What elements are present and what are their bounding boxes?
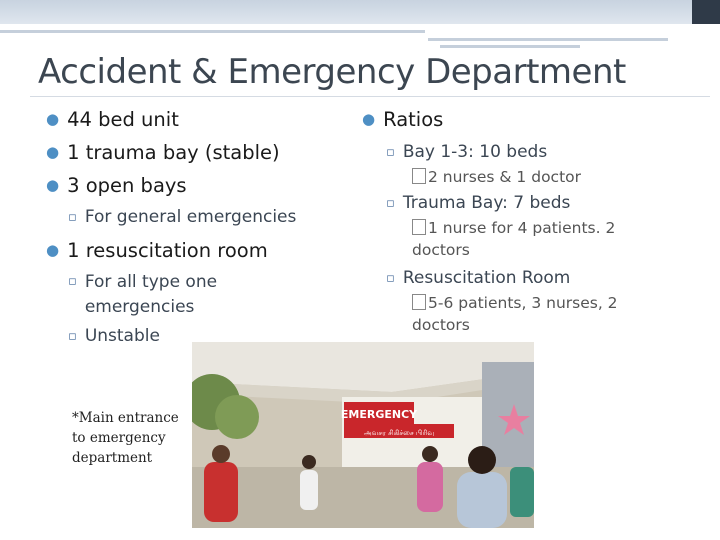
emergency-sign-text: EMERGENCY — [340, 408, 418, 421]
ratio-item: ▫ Trauma Bay: 7 beds — [386, 193, 571, 213]
sub-bullet-item: ▫ Unstable — [68, 326, 160, 346]
missing-glyph-icon — [412, 219, 426, 235]
top-banner — [0, 0, 720, 24]
ratio-detail: 2 nurses & 1 doctor — [362, 166, 662, 188]
bullet-item: ● 3 open bays — [46, 174, 187, 197]
decor-stripe — [428, 38, 668, 41]
sub-bullet-item: ▫ For all type one emergencies — [46, 270, 366, 320]
left-bullets — [46, 104, 366, 350]
ratio-item: ▫ Bay 1-3: 10 beds — [386, 142, 548, 162]
slide-title: Accident & Emergency Department — [38, 52, 626, 92]
bullet-item: ● 1 resuscitation room — [46, 239, 268, 262]
square-bullet-icon: ▫ — [68, 274, 77, 289]
square-bullet-icon: ▫ — [68, 210, 77, 225]
entrance-photo — [192, 342, 534, 528]
ratio-detail: 1 nurse for 4 patients. 2 doctors — [412, 219, 616, 259]
bullet-item: ● 44 bed unit — [46, 108, 179, 131]
square-bullet-icon: ▫ — [68, 329, 77, 344]
ratio-item: ▫ Resuscitation Room — [386, 268, 571, 288]
missing-glyph-icon — [412, 294, 426, 310]
photo-caption: *Main entrance to emergency department — [72, 410, 179, 466]
bullet-dot-icon: ● — [362, 110, 376, 128]
bullet-dot-icon: ● — [46, 176, 60, 194]
bullet-dot-icon: ● — [46, 110, 60, 128]
entrance-photo-illustration — [192, 342, 534, 528]
emergency-sign-subtext: அவசர சிகிச்சை பிரிவு — [363, 429, 435, 437]
title-divider — [30, 96, 710, 97]
ratio-detail: 5-6 patients, 3 nurses, 2 doctors — [412, 294, 618, 334]
bullet-item: ● 1 trauma bay (stable) — [46, 141, 280, 164]
decor-stripe — [0, 30, 425, 33]
ratios-heading: ● Ratios — [362, 108, 444, 131]
bullet-dot-icon: ● — [46, 241, 60, 259]
bullet-dot-icon: ● — [46, 143, 60, 161]
square-bullet-icon: ▫ — [386, 196, 395, 211]
decor-stripe — [440, 45, 580, 48]
missing-glyph-icon — [412, 168, 426, 184]
sub-bullet-item: ▫ For general emergencies — [68, 207, 297, 227]
square-bullet-icon: ▫ — [386, 271, 395, 286]
top-corner-block — [692, 0, 720, 24]
square-bullet-icon: ▫ — [386, 145, 395, 160]
right-bullets — [362, 104, 662, 336]
